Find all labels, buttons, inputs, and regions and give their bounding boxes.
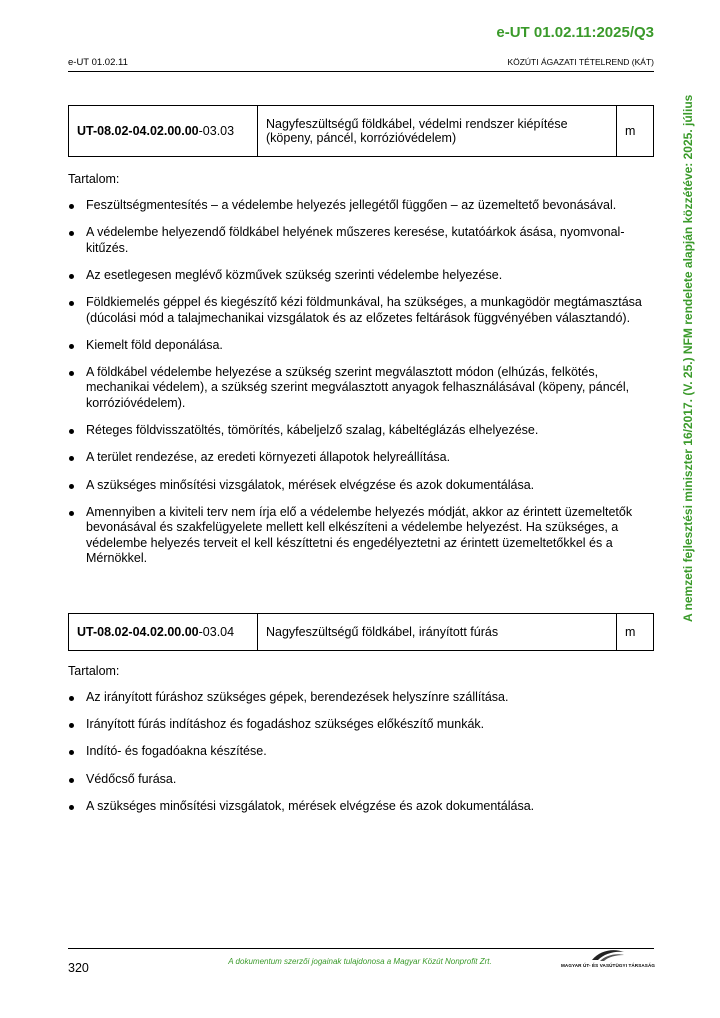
page-number: 320	[68, 961, 89, 975]
item-table	[68, 613, 654, 651]
item-code	[69, 106, 258, 157]
road-swoosh-icon	[590, 948, 626, 962]
item-code-main: UT-08.02-04.02.00.00	[77, 124, 199, 138]
item-title: Nagyfeszültségű földkábel, irányított fúrás	[258, 614, 617, 651]
logo-text: MAGYAR ÚT- ÉS VASÚTÜGYI TÁRSASÁG	[560, 963, 656, 968]
publication-side-note: A nemzeti fejlesztési miniszter 16/2017. (V. 25.) NFM rendelete alapján közzétéve: 2025. július	[681, 94, 695, 622]
running-header-right: KÖZÚTI ÁGAZATI TÉTELREND (KÁT)	[507, 57, 654, 67]
item-code	[69, 614, 258, 651]
list-item: Az irányított fúráshoz szükséges gépek, berendezések helyszínre szállítása.	[68, 690, 658, 706]
list-item: Amennyiben a kiviteli terv nem írja elő a védelembe helyezés módját, akkor az érintett üzemeltetők bevonásával és szakfelügyelete mellett kell elkészíteni a védelembe helyezést. Ha szükséges, a védelembe helyezés terveit el kell készíttetni és engedélyeztetni az érintett üzemeltetőkkel és a Mérnökkel.	[68, 505, 658, 567]
item-code-suffix: -03.03	[198, 124, 235, 138]
copyright-note: A dokumentum szerzői jogainak tulajdonosa a Magyar Közút Nonprofit Zrt.	[228, 957, 492, 966]
list-item: Feszültségmentesítés – a védelembe helyezés jellegétől függően – az üzemeltető bevonásával.	[68, 198, 658, 214]
list-item: Az esetlegesen meglévő közművek szükség szerinti védelembe helyezése.	[68, 268, 658, 284]
list-item: A szükséges minősítési vizsgálatok, mérések elvégzése és azok dokumentálása.	[68, 799, 658, 815]
list-item: Védőcső furása.	[68, 772, 658, 788]
list-item: A földkábel védelembe helyezése a szükség szerint megválasztott módon (elhúzás, felkötés, mechanikai védelem), a szükség szerint megválasztott anyagok felhasználásával (köpeny, páncél, korrózióvédelem).	[68, 365, 658, 412]
list-item: A szükséges minősítési vizsgálatok, mérések elvégzése és azok dokumentálása.	[68, 478, 658, 494]
item-unit: m	[617, 106, 654, 157]
list-item: Földkiemelés géppel és kiegészítő kézi földmunkával, ha szükséges, a munkagödör megtámasztása (dúcolási mód a talajmechanikai vizsgálatok és az előzetes feltárások függvényében választandó).	[68, 295, 658, 326]
list-item: A terület rendezése, az eredeti környezeti állapotok helyreállítása.	[68, 450, 658, 466]
running-header	[68, 57, 654, 72]
item-title: Nagyfeszültségű földkábel, védelmi rendszer kiépítése (köpeny, páncél, korrózióvédelem)	[258, 106, 617, 157]
content-label: Tartalom:	[68, 172, 120, 186]
list-item: Réteges földvisszatöltés, tömörítés, kábeljelző szalag, kábeltéglázás elhelyezése.	[68, 423, 658, 439]
list-item: A védelembe helyezendő földkábel helyének műszeres keresése, kutatóárkok ásása, nyomvonal-kitűzés.	[68, 225, 658, 256]
item-row	[69, 614, 654, 651]
publisher-logo	[560, 948, 656, 974]
list-item: Indító- és fogadóakna készítése.	[68, 744, 658, 760]
item-row	[69, 106, 654, 157]
list-item: Irányított fúrás indításhoz és fogadáshoz szükséges előkészítő munkák.	[68, 717, 658, 733]
item-code-main: UT-08.02-04.02.00.00	[77, 625, 199, 639]
document-code: e-UT 01.02.11:2025/Q3	[496, 24, 654, 41]
list-item: Kiemelt föld deponálása.	[68, 338, 658, 354]
content-label: Tartalom:	[68, 664, 120, 678]
running-header-left: e-UT 01.02.11	[68, 57, 128, 68]
item-table	[68, 105, 654, 157]
content-list	[68, 690, 658, 826]
item-unit: m	[617, 614, 654, 651]
content-list	[68, 198, 658, 578]
item-code-suffix: -03.04	[198, 625, 235, 639]
